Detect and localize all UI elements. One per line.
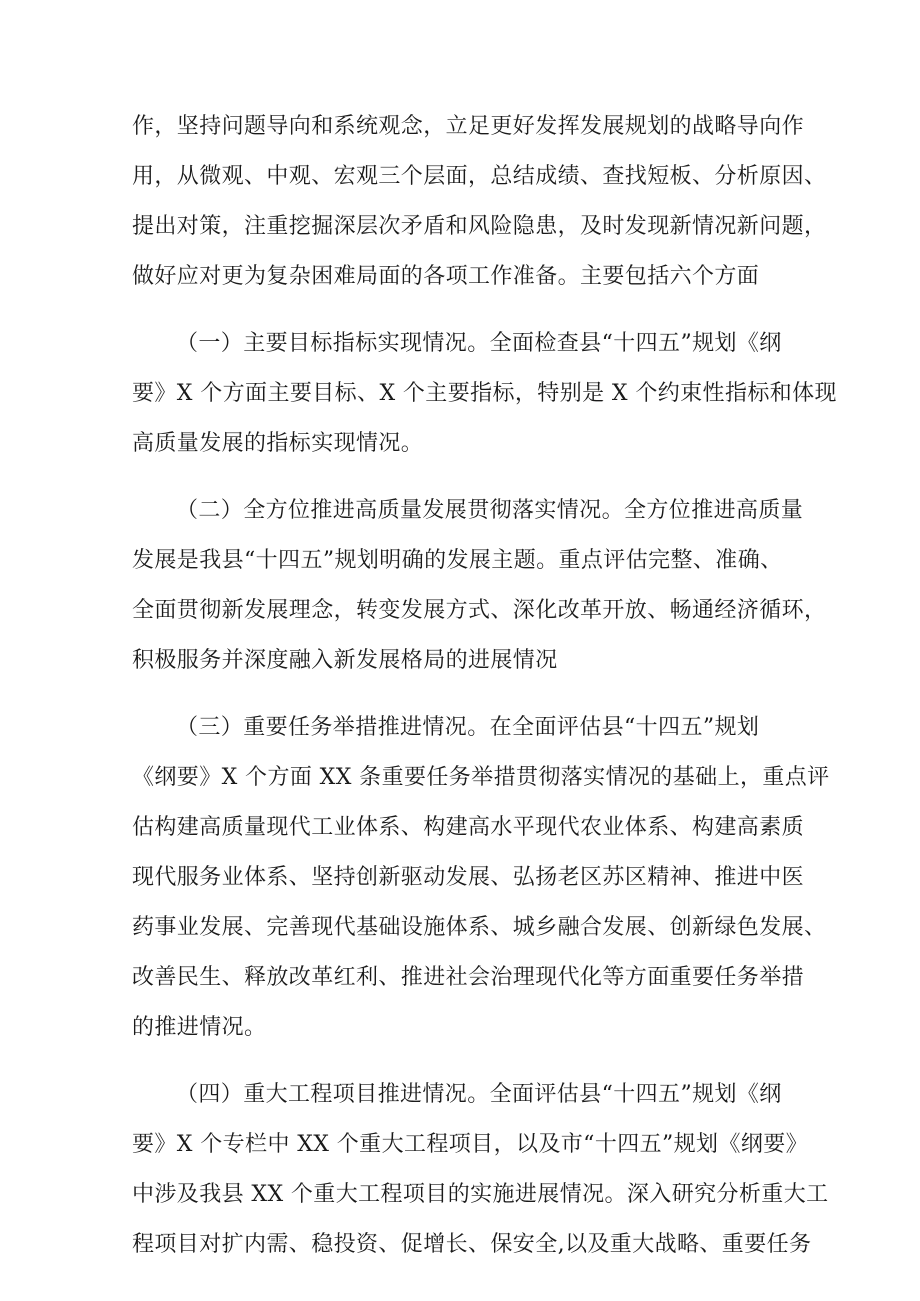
- paragraph-gap: [132, 302, 797, 319]
- text-line: 发展是我县“十四五”规划明确的发展主题。重点评估完整、准确、: [132, 548, 783, 573]
- text-line: 药事业发展、完善现代基础设施体系、城乡融合发展、创新绿色发展、: [132, 915, 827, 940]
- text-line: （三）重要任务举措推进情况。在全面评估县“十四五”规划: [176, 715, 760, 740]
- text-line: 积极服务并深度融入新发展格局的进展情况: [132, 648, 558, 673]
- text-line: 要》X 个专栏中 XX 个重大工程项目，以及市“十四五”规划《纲要》: [132, 1132, 809, 1157]
- text-line: （四）重大工程项目推进情况。全面评估县“十四五”规划《纲: [176, 1082, 782, 1107]
- text-line: 作，坚持问题导向和系统观念，立足更好发挥发展规划的战略导向作: [132, 114, 805, 139]
- text-line: 用，从微观、中观、宏观三个层面，总结成绩、查找短板、分析原因、: [132, 164, 827, 189]
- text-line: 现代服务业体系、坚持创新驱动发展、弘扬老区苏区精神、推进中医: [132, 865, 805, 890]
- text-line: 估构建高质量现代工业体系、构建高水平现代农业体系、构建高素质: [132, 815, 805, 840]
- text-line: 做好应对更为复杂困难局面的各项工作准备。主要包括六个方面: [132, 264, 760, 289]
- text-line: 的推进情况。: [132, 1015, 267, 1040]
- text-line: 中涉及我县 XX 个重大工程项目的实施进展情况。深入研究分析重大工: [132, 1182, 829, 1207]
- text-line: 提出对策，注重挖掘深层次矛盾和风险隐患，及时发现新情况新问题，: [132, 214, 827, 239]
- text-line: 要》X 个方面主要目标、X 个主要指标，特别是 X 个约束性指标和体现: [132, 381, 837, 406]
- text-line: 高质量发展的指标实现情况。: [132, 431, 424, 456]
- text-line: 全面贯彻新发展理念，转变发展方式、深化改革开放、畅通经济循环，: [132, 598, 827, 623]
- paragraph-gap: [132, 1053, 797, 1070]
- text-line: 改善民生、释放改革红利、推进社会治理现代化等方面重要任务举措: [132, 965, 805, 990]
- paragraph-gap: [132, 686, 797, 703]
- text-line: （一）主要目标指标实现情况。全面检查县“十四五”规划《纲: [176, 331, 782, 356]
- text-line: 《纲要》X 个方面 XX 条重要任务举措贯彻落实情况的基础上，重点评: [132, 765, 830, 790]
- text-line: （二）全方位推进高质量发展贯彻落实情况。全方位推进高质量: [176, 498, 804, 523]
- body-text: [132, 102, 837, 1270]
- text-line: 程项目对扩内需、稳投资、促增长、保安全,以及重大战略、重要任务: [132, 1232, 812, 1257]
- paragraph-gap: [132, 469, 797, 486]
